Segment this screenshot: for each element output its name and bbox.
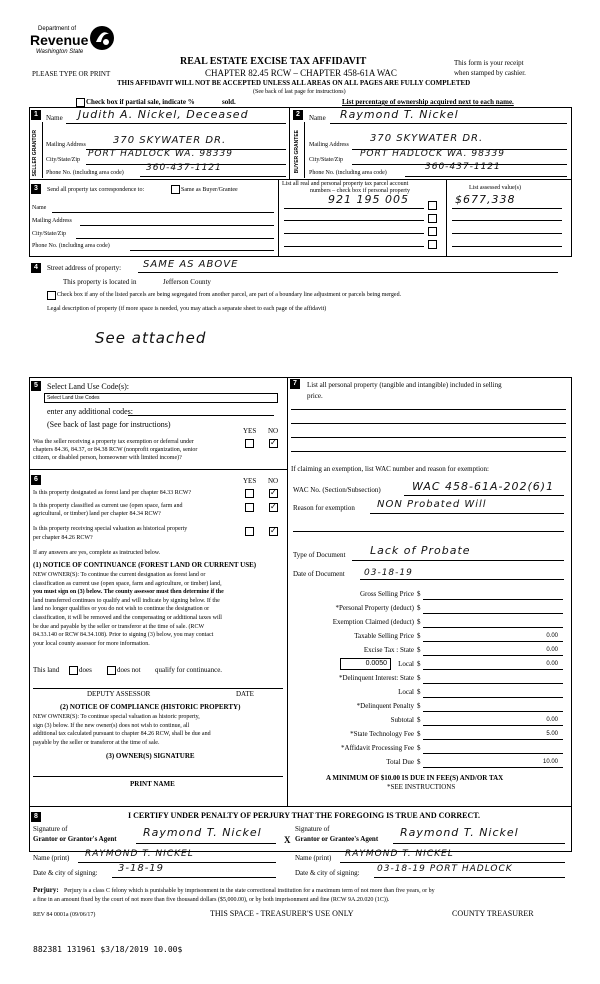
parcel-header-2: numbers – check box if personal property	[310, 188, 410, 194]
sec6-q1-yes-checkbox[interactable]	[245, 489, 254, 498]
additional-codes-label: enter any additional codes:	[47, 407, 133, 416]
same-as-buyer-label: Same as Buyer/Grantee	[181, 187, 238, 193]
tax-row-currency: $	[417, 660, 421, 668]
reason-label: Reason for exemption	[293, 504, 355, 512]
tax-row	[290, 671, 566, 685]
forest-question: Is this property designated as forest land per chapter 84.33 RCW?	[33, 490, 192, 496]
section-4-badge: 4	[31, 263, 41, 273]
buyer-phone: 360-437-1121	[425, 162, 501, 172]
county-treasurer: COUNTY TREASURER	[452, 909, 534, 918]
land-does-not-label: does not	[117, 666, 141, 674]
tax-row-currency: $	[417, 758, 421, 766]
buyer-mail-label: Mailing Address	[309, 142, 349, 148]
tax-row-label: Subtotal	[390, 716, 414, 724]
dept-revenue: Revenue	[30, 32, 89, 48]
form-see-back: (See back of last page for instructions)	[253, 89, 346, 95]
exemption-header: If claiming an exemption, list WAC number and reason for exemption:	[291, 465, 489, 473]
grantor-date-label: Date & city of signing:	[33, 869, 98, 877]
form-chapter: CHAPTER 82.45 RCW – CHAPTER 458-61A WAC	[205, 68, 397, 78]
wac-label: WAC No. (Section/Subsection)	[293, 486, 381, 494]
seller-city-label: City/State/Zip	[46, 157, 80, 163]
personal-property-label-1: List all personal property (tangible and intangible) included in selling	[307, 381, 502, 389]
seller-phone: 360-437-1121	[146, 163, 222, 173]
correspondence-phone-label: Phone No. (including area code)	[32, 243, 110, 249]
current-use-question-2: agricultural, or timber) land per chapter 84.34 RCW?	[33, 511, 161, 517]
same-as-buyer-checkbox[interactable]	[171, 185, 180, 194]
perjury-bold: Perjury:	[33, 886, 59, 894]
grantor-name-label: Name (print)	[33, 854, 70, 862]
tax-row-currency: $	[417, 604, 421, 612]
land-does-not-checkbox[interactable]	[107, 666, 116, 675]
located-label: This property is located in	[63, 278, 137, 286]
seller-phone-label: Phone No. (including area code)	[46, 170, 124, 176]
legal-description: See attached	[95, 329, 207, 347]
local-rate-field[interactable]: 0.0050	[340, 658, 391, 670]
section-3-badge: 3	[31, 184, 41, 194]
legal-description-label: Legal description of property (if more space is needed, you may attach a separate sheet to each page of the affidavit)	[47, 306, 327, 312]
tax-row-value: 5.00	[546, 731, 558, 737]
grantee-name-label: Name (print)	[295, 854, 332, 862]
grantor-signature: Raymond T. Nickel	[143, 826, 262, 839]
tax-row-currency: $	[417, 730, 421, 738]
sec6-q3-no-checkbox[interactable]	[269, 527, 278, 536]
any-yes-note: If any answers are yes, complete as instructed below.	[33, 550, 161, 556]
dor-logo	[30, 24, 120, 64]
section-7-badge: 7	[290, 379, 300, 389]
grantor-print-name: RAYMOND T. NICKEL	[85, 849, 194, 859]
form-revision: REV 84 0001a (09/06/17)	[33, 912, 96, 918]
grantor-sig-label: Grantor or Grantor's Agent	[33, 835, 117, 843]
exemption-question-line-3: citizen, or disabled person, homeowner with limited income)?	[33, 455, 182, 461]
grantee-print-name: RAYMOND T. NICKEL	[345, 849, 454, 859]
receipt-line-1: This form is your receipt	[454, 59, 524, 67]
perjury-text-2: a fine in an amount fixed by the court of not more than five thousand dollars ($5,000.00), or by both imprisonment and fine (RCW 9A.20.020 (1C)).	[33, 897, 390, 903]
tax-row-label: *State Technology Fee	[350, 730, 414, 738]
tax-row	[290, 741, 566, 755]
doc-date-label: Date of Document	[293, 570, 345, 578]
buyer-mail: 370 SKYWATER DR.	[370, 133, 484, 144]
seller-name: Judith A. Nickel, Deceased	[78, 108, 249, 121]
personal-property-label-2: price.	[307, 392, 323, 400]
seller-side-label: SELLER GRANTOR	[32, 130, 38, 177]
print-name-label: PRINT NAME	[130, 780, 175, 788]
grantee-date: 03-18-19 PORT HADLOCK	[377, 864, 513, 874]
deputy-date-label: DATE	[236, 690, 254, 698]
tax-row-label: *Personal Property (deduct)	[335, 604, 414, 612]
sec6-q1-no-checkbox[interactable]	[269, 489, 278, 498]
segregated-label: Check box if any of the listed parcels are being segregated from another parcel, are part of a boundary line adjustment or parcels being merged.	[57, 292, 402, 298]
seller-name-label: Name	[46, 114, 63, 122]
correspondence-mail-label: Mailing Address	[32, 218, 72, 224]
certify-statement: I CERTIFY UNDER PENALTY OF PERJURY THAT THE FOREGOING IS TRUE AND CORRECT.	[128, 811, 481, 820]
seller-mail: 370 SKYWATER DR.	[113, 135, 227, 146]
sec6-no: NO	[268, 477, 279, 485]
section-1-badge: 1	[31, 110, 41, 120]
assessed-value: $677,338	[455, 193, 516, 206]
tax-row-value: 0.00	[546, 633, 558, 639]
segregated-checkbox[interactable]	[47, 291, 56, 300]
exemption-question-line-2: chapters 84.36, 84.37, or 84.38 RCW (nonprofit organization, senior	[33, 447, 198, 453]
partial-sale-label: Check box if partial sale, indicate %	[86, 98, 195, 106]
tax-row-value: 10.00	[542, 759, 558, 765]
owner-signature-label: (3) OWNER(S) SIGNATURE	[106, 752, 195, 760]
tax-row-currency: $	[417, 646, 421, 654]
tax-row-value: 0.00	[546, 661, 558, 667]
grantee-signature: Raymond T. Nickel	[400, 826, 519, 839]
exemption-question-line-1: Was the seller receiving a property tax exemption or deferral under	[33, 439, 194, 445]
tax-table	[290, 587, 566, 767]
receipt-stamp: 882381 131961 $3/18/2019 10.00$	[33, 945, 183, 954]
qualify-label: qualify for continuance.	[155, 666, 223, 674]
tax-row-value: 0.00	[546, 717, 558, 723]
perjury-text: Perjury is a class C felony which is punishable by imprisonment in the state correctional institution for a maximum term of not more than five years, or by	[64, 888, 435, 894]
parcel-3-personal-checkbox[interactable]	[428, 227, 437, 236]
doc-type-label: Type of Document	[293, 551, 346, 559]
seller-mail-label: Mailing Address	[46, 142, 86, 148]
parcel-1-personal-checkbox[interactable]	[428, 201, 437, 210]
grantor-date: 3-18-19	[118, 863, 165, 874]
sec5-q1-no-checkbox[interactable]	[269, 439, 278, 448]
buyer-side-label: BUYER GRANTEE	[294, 130, 300, 174]
land-use-see-back: (See back of last page for instructions)	[47, 420, 171, 429]
receipt-line-2: when stamped by cashier.	[454, 69, 526, 77]
doc-type: Lack of Probate	[370, 544, 471, 557]
buyer-city-label: City/State/Zip	[309, 157, 343, 163]
tax-row	[290, 615, 566, 629]
tax-row-currency: $	[417, 688, 421, 696]
dept-state: Washington State	[36, 49, 84, 55]
minimum-fee-note: A MINIMUM OF $10.00 IS DUE IN FEE(S) AND/OR TAX	[326, 774, 504, 782]
grantee-sig-label: Grantor or Grantee's Agent	[295, 835, 379, 843]
tax-row	[290, 755, 566, 769]
parcel-4-personal-checkbox[interactable]	[428, 240, 437, 249]
historic-question-1: Is this property receiving special valuation as historical property	[33, 526, 188, 532]
doc-date: 03-18-19	[364, 568, 413, 578]
tax-row	[290, 699, 566, 713]
correspondence-name-label: Name	[32, 205, 47, 211]
street-address-label: Street address of property:	[47, 264, 122, 272]
land-does-label: does	[79, 666, 92, 674]
land-use-label: Select Land Use Code(s):	[47, 382, 129, 391]
send-correspondence-label: Send all property tax correspondence to:	[47, 187, 145, 193]
tax-row-currency: $	[417, 702, 421, 710]
parcel-header-1: List all real and personal property tax parcel account	[282, 181, 409, 187]
current-use-question-1: Is this property classified as current use (open space, farm and	[33, 503, 183, 509]
tax-row	[290, 657, 566, 671]
tax-row	[290, 629, 566, 643]
tax-row-label: Total Due	[386, 758, 414, 766]
dor-swirl-icon	[88, 24, 116, 52]
deputy-assessor-label: DEPUTY ASSESSOR	[87, 690, 151, 698]
grantee-sig-of: Signature of	[295, 825, 330, 833]
section-8-badge: 8	[31, 812, 41, 822]
wac-number: WAC 458-61A-202(6)1	[412, 480, 555, 493]
tax-row-label: Exemption Claimed (deduct)	[332, 618, 414, 626]
county-name: Jefferson County	[163, 278, 211, 286]
form-title: REAL ESTATE EXCISE TAX AFFIDAVIT	[180, 56, 367, 67]
grantee-date-label: Date & city of signing:	[295, 869, 360, 877]
please-type: PLEASE TYPE OR PRINT	[32, 70, 111, 78]
parcel-2-personal-checkbox[interactable]	[428, 214, 437, 223]
land-use-select[interactable]: Select Land Use Codes	[44, 393, 278, 403]
notice-2-body: NEW OWNER(S): To continue special valuation as historic property, sign (3) below. If the new owner(s) does not wish to continue, all additional tax calculated pursuant to chapter 84.26 RCW, shall be due and payable by the seller or transferor at the time of sale.	[33, 714, 211, 746]
seller-city: PORT HADLOCK WA. 98339	[88, 149, 233, 159]
tax-row-label: *Delinquent Interest: State	[338, 674, 414, 682]
tax-row	[290, 601, 566, 615]
see-instructions: *SEE INSTRUCTIONS	[387, 783, 456, 791]
notice-1-body: NEW OWNER(S): To continue the current designation as forest land or classification as current use (open space, farm and agriculture, or timber) land, you must sign on (3) below. The county assessor must then determine if the land transferred continues to qualify and will indicate by signing below. If the land no longer qualifies or you do not wish to continue the designation or classification, it will be removed and the compensating or additional taxes will be due and payable by the seller or transferor at the time of sale. (RCW 84.33.140 or RCW 84.34.108). Prior to signing (3) below, you may contact your local county assessor for more information.	[33, 572, 224, 647]
buyer-city: PORT HADLOCK WA. 98339	[360, 149, 505, 159]
tax-row-currency: $	[417, 674, 421, 682]
tax-row-label: Excise Tax : State	[363, 646, 414, 654]
treasurer-space: THIS SPACE - TREASURER'S USE ONLY	[210, 909, 354, 918]
section-5-badge: 5	[31, 381, 41, 391]
street-address: SAME AS ABOVE	[143, 259, 239, 270]
tax-row-label: *Affidavit Processing Fee	[341, 744, 414, 752]
historic-question-2: per chapter 84.26 RCW?	[33, 535, 93, 541]
tax-row-currency: $	[417, 716, 421, 724]
tax-row-currency: $	[417, 590, 421, 598]
parcel-number: 921 195 005	[328, 193, 409, 206]
tax-row-label: *Delinquent Penalty	[356, 702, 414, 710]
sec6-yes: YES	[243, 477, 257, 485]
notice-2-title: (2) NOTICE OF COMPLIANCE (HISTORIC PROPERTY)	[60, 703, 241, 711]
x-mark: X	[284, 835, 291, 845]
tax-row	[290, 727, 566, 741]
land-does-checkbox[interactable]	[69, 666, 78, 675]
correspondence-city-label: City/State/Zip	[32, 231, 66, 237]
this-land-label: This land	[33, 666, 60, 674]
grantor-sig-of: Signature of	[33, 825, 68, 833]
sec5-no: NO	[268, 427, 279, 435]
sec5-q1-yes-checkbox[interactable]	[245, 439, 254, 448]
tax-row-currency: $	[417, 618, 421, 626]
notice-1-title: (1) NOTICE OF CONTINUANCE (FOREST LAND OR CURRENT USE)	[33, 561, 257, 569]
tax-row	[290, 643, 566, 657]
tax-row-label: Local	[398, 688, 414, 696]
tax-row-label: Taxable Selling Price	[354, 632, 414, 640]
tax-row	[290, 713, 566, 727]
tax-row	[290, 685, 566, 699]
form-warning: THIS AFFIDAVIT WILL NOT BE ACCEPTED UNLESS ALL AREAS ON ALL PAGES ARE FULLY COMPLETED	[117, 79, 471, 87]
exemption-reason: NON Probated Will	[377, 499, 487, 510]
section-2-badge: 2	[293, 110, 303, 120]
assessed-header: List assessed value(s)	[469, 185, 521, 191]
buyer-name: Raymond T. Nickel	[340, 108, 459, 121]
tax-row-value: 0.00	[546, 647, 558, 653]
tax-row-label: Gross Selling Price	[359, 590, 414, 598]
buyer-phone-label: Phone No. (including area code)	[309, 170, 387, 176]
partial-sale-checkbox[interactable]	[76, 98, 85, 107]
dept-of: Department of	[38, 26, 77, 32]
sec6-q2-no-checkbox[interactable]	[269, 503, 278, 512]
sec6-q2-yes-checkbox[interactable]	[245, 503, 254, 512]
tax-row-currency: $	[417, 744, 421, 752]
ownership-note: List percentage of ownership acquired next to each name.	[342, 98, 514, 106]
buyer-name-label: Name	[309, 114, 326, 122]
sec5-yes: YES	[243, 427, 257, 435]
tax-row-label: Local	[398, 660, 414, 668]
tax-row	[290, 587, 566, 601]
section-6-badge: 6	[31, 475, 41, 485]
partial-sold-label: sold.	[222, 98, 236, 106]
tax-row-currency: $	[417, 632, 421, 640]
sec6-q3-yes-checkbox[interactable]	[245, 527, 254, 536]
